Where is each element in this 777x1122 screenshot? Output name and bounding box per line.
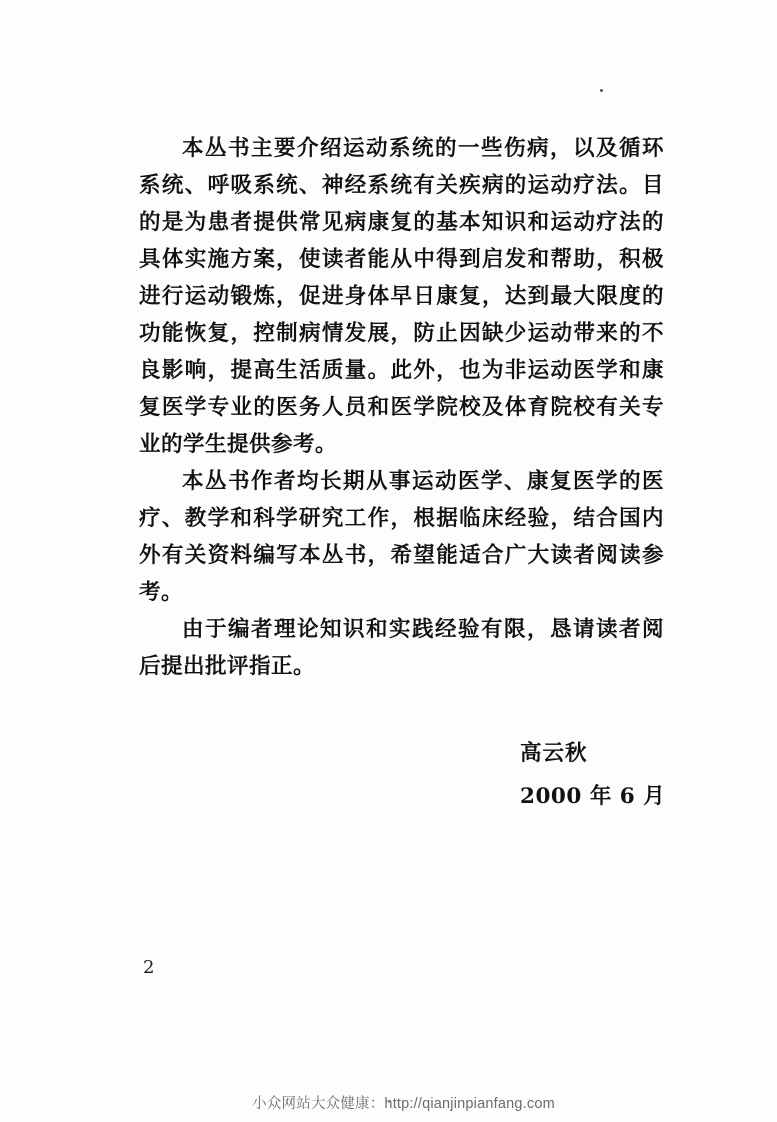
paragraph: 本丛书作者均长期从事运动医学、康复医学的医疗、教学和科学研究工作，根据临床经验，结合国内外有关资料编写本丛书，希望能适合广大读者阅读参考。: [139, 469, 664, 605]
footer-watermark: 小众网站大众健康：http://qianjinpianfang.com: [252, 1096, 555, 1112]
preface-body: [139, 130, 664, 685]
paragraph: 本丛书主要介绍运动系统的一些伤病，以及循环系统、呼吸系统、神经系统有关疾病的运动疗法。目的是为患者提供常见病康复的基本知识和运动疗法的具体实施方案，使读者能从中得到启发和帮助，积极进行运动锻炼，促进身体早日康复，达到最大限度的功能恢复，控制病情发展，防止因缺少运动带来的不良影响，提高生活质量。此外，也为非运动医学和康复医学专业的医务人员和医学院校及体育院校有关专业的学生提供参考。: [139, 136, 664, 457]
signature-block: [520, 735, 665, 815]
ink-speck: [600, 89, 603, 92]
page-number: 2: [143, 957, 155, 978]
signature-date: 2000 年 6 月: [520, 784, 666, 809]
paragraph: 由于编者理论知识和实践经验有限，恳请读者阅后提出批评指正。: [139, 617, 664, 679]
signature-name: 高云秋: [520, 741, 588, 766]
